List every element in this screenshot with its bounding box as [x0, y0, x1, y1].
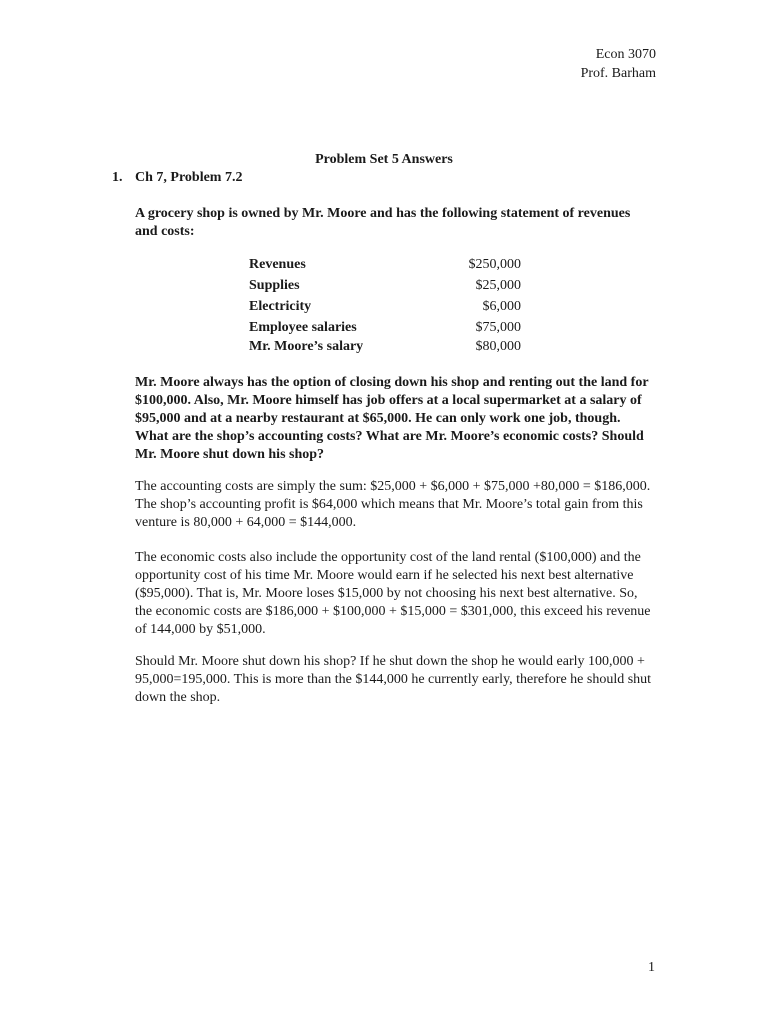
statement-value: $75,000 [475, 320, 521, 335]
statement-label: Electricity [249, 299, 312, 314]
statement-label: Mr. Moore’s salary [249, 339, 364, 354]
statement-row [249, 278, 521, 296]
statement-label: Revenues [249, 257, 306, 272]
statement-row [249, 257, 521, 275]
statement-row [249, 299, 521, 317]
course-name: Econ 3070 [595, 47, 656, 62]
statement-label: Supplies [249, 278, 300, 293]
statement-row [249, 320, 521, 338]
answer-paragraph-accounting: The accounting costs are simply the sum: $25,000 + $6,000 + $75,000 +80,000 = $186,000. The shop’s accounting profit is $64,000 which means that Mr. Moore’s total gain from this venture is 80,000 + 64,000 = $144,000. [135, 479, 651, 530]
question-number: 1. [112, 170, 123, 185]
answer-paragraph-shutdown: Should Mr. Moore shut down his shop? If he shut down the shop he would early 100,000 + 95,000=195,000. This is more than the $144,000 he currently early, therefore he should shut down the shop. [135, 654, 652, 705]
document-header [581, 45, 656, 83]
answer-paragraph-economic: The economic costs also include the opportunity cost of the land rental ($100,000) and the opportunity cost of his time Mr. Moore would earn if he selected his next best alternative ($95,000). That is, Mr. Moore loses $15,000 by not choosing his next best alternative. So, the economic costs are $186,000 + $100,000 + $15,000 = $301,000, this exceed his revenue of 144,000 by $51,000. [135, 550, 651, 637]
statement-value: $250,000 [468, 257, 521, 272]
question-prompt: Mr. Moore always has the option of closing down his shop and renting out the land for $100,000. Also, Mr. Moore himself has job offers at a local supermarket at a salary of $95,000 and at a nearby restaurant at $65,000. He can only work one job, though. What are the shop’s accounting costs? What are Mr. Moore’s economic costs? Should Mr. Moore shut down his shop? [135, 375, 649, 462]
statement-value: $80,000 [475, 339, 521, 354]
statement-label: Employee salaries [249, 320, 357, 335]
statement-value: $6,000 [482, 299, 521, 314]
professor-name: Prof. Barham [580, 66, 656, 81]
question-intro: A grocery shop is owned by Mr. Moore and has the following statement of revenues and costs: [135, 206, 631, 239]
document-title: Problem Set 5 Answers [315, 152, 453, 167]
page-number: 1 [648, 960, 655, 975]
statement-value: $25,000 [475, 278, 521, 293]
statement-row [249, 339, 521, 357]
question-title: Ch 7, Problem 7.2 [135, 170, 243, 185]
